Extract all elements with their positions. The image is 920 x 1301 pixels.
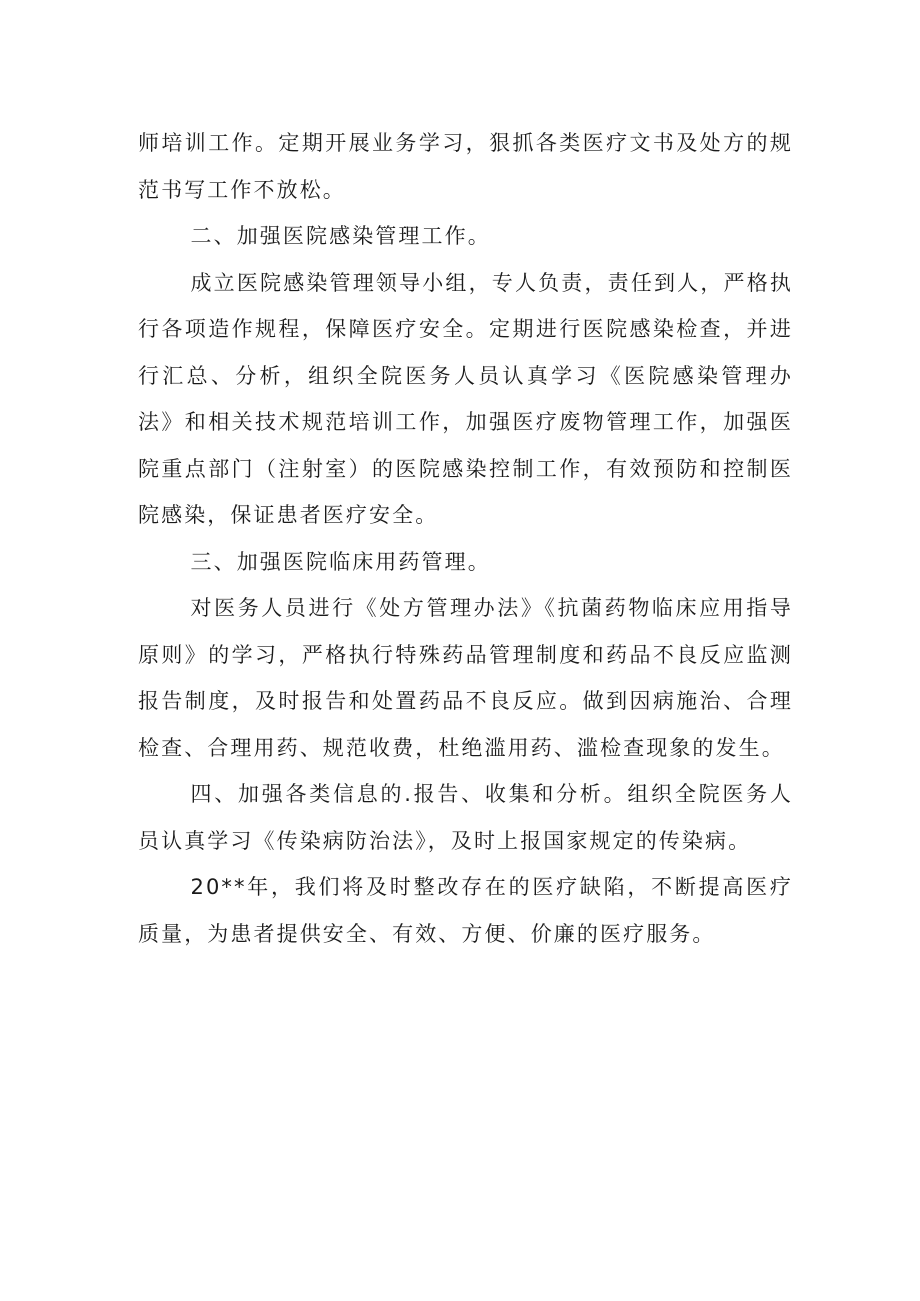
section-heading-2: 二、加强医院感染管理工作。 (190, 224, 491, 248)
paragraph-continuation: 师培训工作。定期开展业务学习，狠抓各类医疗文书及处方的规范书写工作不放松。 (138, 131, 793, 202)
document-body (138, 120, 793, 957)
paragraph-infection-management: 成立医院感染管理领导小组，专人负责，责任到人，严格执行各项造作规程，保障医疗安全。定期进行医院感染检查，并进行汇总、分析，组织全院医务人员认真学习《医院感染管理办法》和相关技术规范培训工作，加强医疗废物管理工作，加强医院重点部门（注射室）的医院感染控制工作，有效预防和控制医院感染，保证患者医疗安全。 (138, 270, 793, 527)
section-heading-3: 三、加强医院临床用药管理。 (190, 549, 491, 574)
paragraph-drug-management: 对医务人员进行《处方管理办法》《抗菌药物临床应用指导原则》的学习，严格执行特殊药品管理制度和药品不良反应监测报告制度，及时报告和处置药品不良反应。做到因病施治、合理检查、合理用药、规范收费，杜绝滥用药、滥检查现象的发生。 (138, 596, 793, 760)
paragraph-information-reporting: 四、加强各类信息的.报告、收集和分析。组织全院医务人员认真学习《传染病防治法》，及时上报国家规定的传染病。 (138, 782, 793, 853)
paragraph-conclusion: 20**年，我们将及时整改存在的医疗缺陷，不断提高医疗质量，为患者提供安全、有效、方便、价廉的医疗服务。 (138, 875, 793, 946)
